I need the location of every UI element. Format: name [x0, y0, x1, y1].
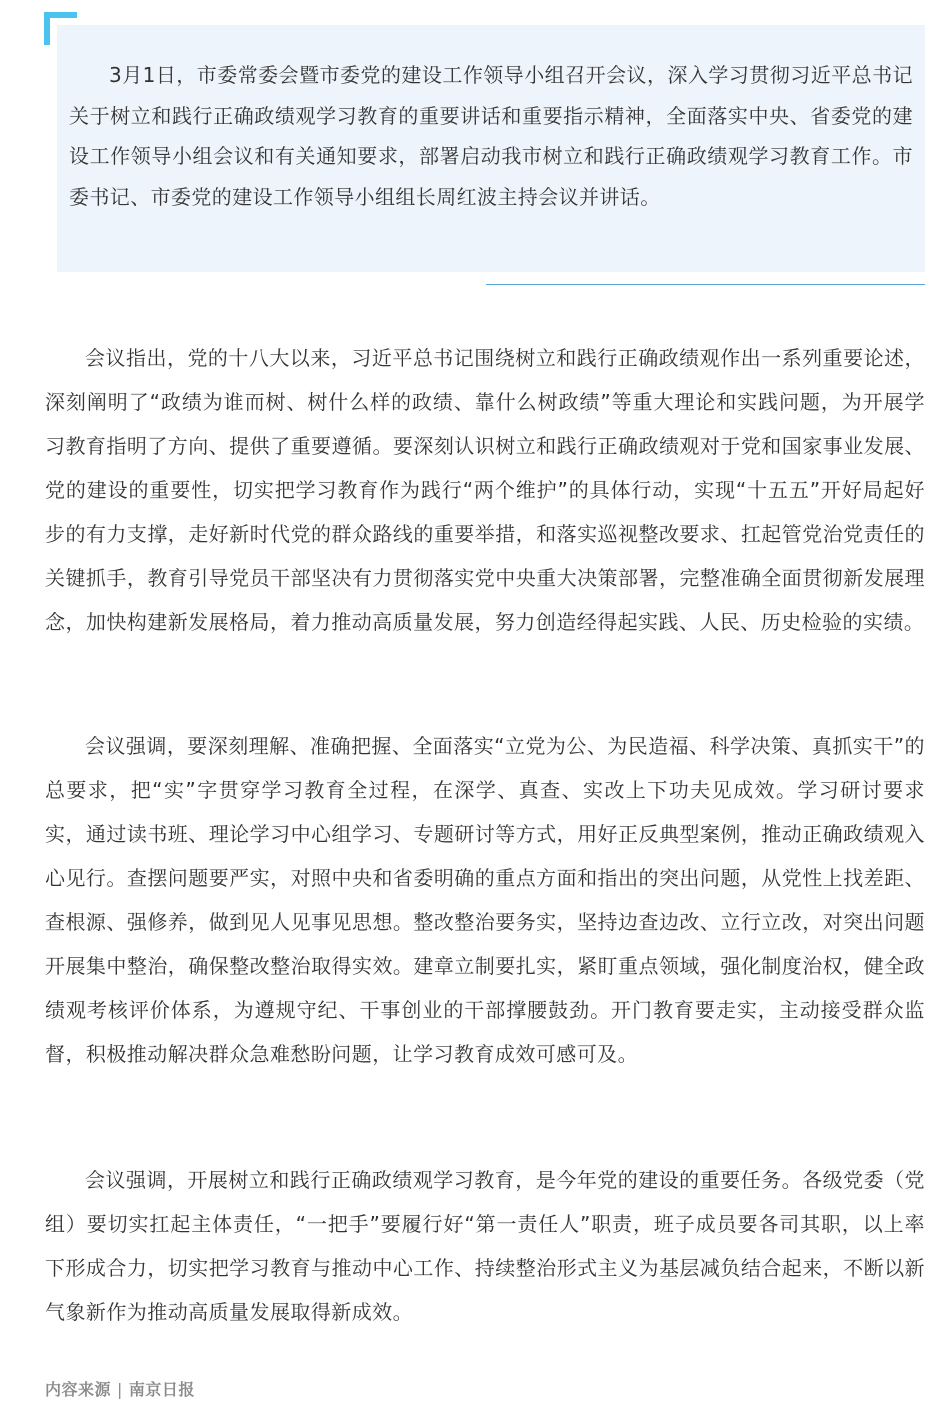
body-paragraph-3: 会议强调，开展树立和践行正确政绩观学习教育，是今年党的建设的重要任务。各级党委（党组）要切实扛起主体责任，“一把手”要履行好“第一责任人”职责，班子成员要各司其职，以上率下形成合力，切实把学习教育与推动中心工作、持续整治形式主义为基层减负结合起来，不断以新气象新作为推动高质量发展取得新成效。 [45, 1168, 925, 1324]
source-separator: | [117, 1380, 123, 1399]
lead-summary-text: 3月1日，市委常委会暨市委党的建设工作领导小组召开会议，深入学习贯彻习近平总书记关于树立和践行正确政绩观学习教育的重要讲话和重要指示精神，全面落实中央、省委党的建设工作领导小组会议和有关通知要求，部署启动我市树立和践行正确政绩观学习教育工作。市委书记、市委党的建设工作领导小组组长周红波主持会议并讲话。 [69, 63, 913, 209]
lead-summary-box [57, 25, 925, 272]
lead-corner-accent-vertical [44, 12, 50, 45]
lead-divider-line [486, 284, 925, 285]
source-name: 南京日报 [128, 1380, 195, 1399]
body-paragraph-2: 会议强调，要深刻理解、准确把握、全面落实“立党为公、为民造福、科学决策、真抓实干”的总要求，把“实”字贯穿学习教育全过程，在深学、真查、实改上下功夫见成效。学习研讨要求实，通过读书班、理论学习中心组学习、专题研讨等方式，用好正反典型案例，推动正确政绩观入心见行。查摆问题要严实，对照中央和省委明确的重点方面和指出的突出问题，从党性上找差距、查根源、强修养，做到见人见事见思想。整改整治要务实，坚持边查边改、立行立改，对突出问题开展集中整治，确保整改整治取得实效。建章立制要扎实，紧盯重点领域，强化制度治权，健全政绩观考核评价体系，为遵规守纪、干事创业的干部撑腰鼓劲。开门教育要走实，主动接受群众监督，积极推动解决群众急难愁盼问题，让学习教育成效可感可及。 [45, 734, 925, 1066]
content-source [45, 1378, 195, 1402]
body-paragraph-1: 会议指出，党的十八大以来，习近平总书记围绕树立和践行正确政绩观作出一系列重要论述，深刻阐明了“政绩为谁而树、树什么样的政绩、靠什么树政绩”等重大理论和实践问题，为开展学习教育指明了方向、提供了重要遵循。要深刻认识树立和践行正确政绩观对于党和国家事业发展、党的建设的重要性，切实把学习教育作为践行“两个维护”的具体行动，实现“十五五”开好局起好步的有力支撑，走好新时代党的群众路线的重要举措，和落实巡视整改要求、扛起管党治党责任的关键抓手，教育引导党员干部坚决有力贯彻落实党中央重大决策部署，完整准确全面贯彻新发展理念，加快构建新发展格局，着力推动高质量发展，努力创造经得起实践、人民、历史检验的实绩。 [45, 346, 925, 634]
source-label: 内容来源 [45, 1380, 112, 1399]
